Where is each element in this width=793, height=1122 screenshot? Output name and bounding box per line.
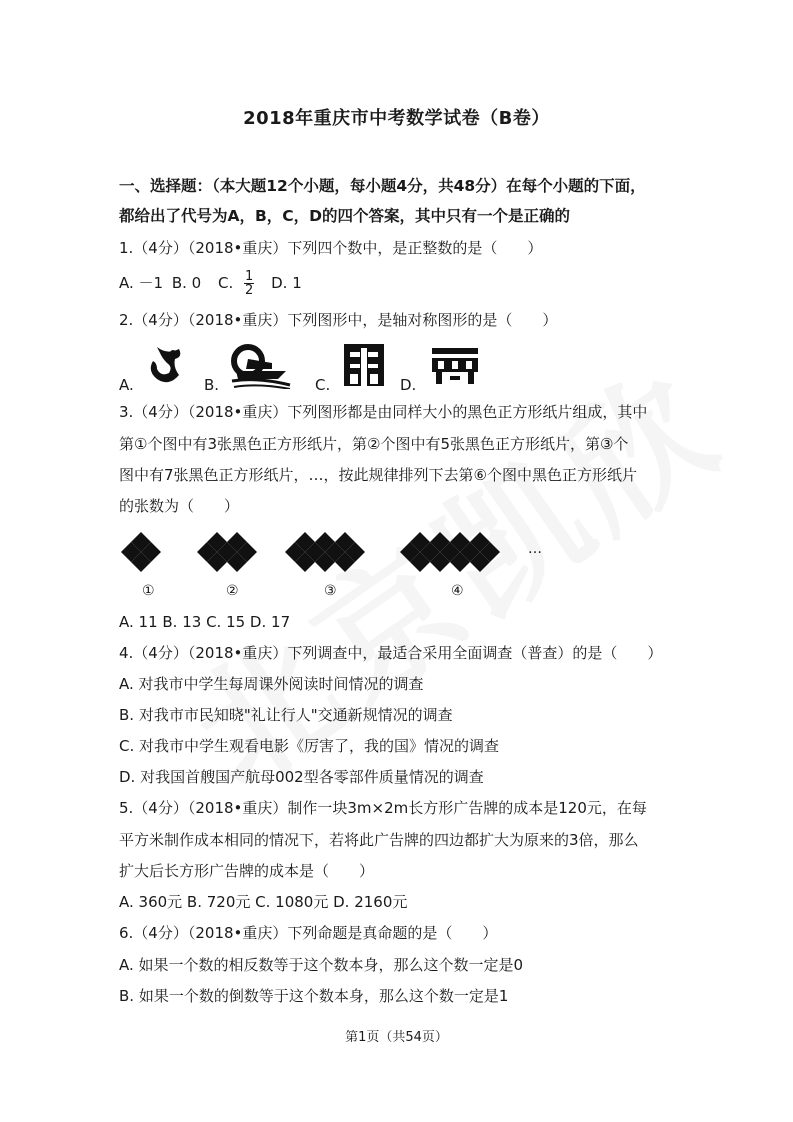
- fraction-numerator: 1: [245, 269, 254, 284]
- q4-option-b: B. 对我市市民知晓"礼让行人"交通新规情况的调查: [119, 706, 453, 724]
- q1-stem: 1.（4分）（2018•重庆）下列四个数中，是正整数的是（ ）: [119, 239, 543, 257]
- q3-fig-label-2: ②: [226, 583, 239, 599]
- q1-fraction: [244, 270, 254, 297]
- q2-label-a: A.: [119, 376, 134, 394]
- section-heading-line2: 都给出了代号为A，B，C，D的四个答案，其中只有一个是正确的: [119, 207, 571, 225]
- q3-fig-label-1: ①: [142, 583, 155, 599]
- q4-option-d: D. 对我国首艘国产航母002型各零部件质量情况的调查: [119, 768, 484, 786]
- q5-options: A. 360元 B. 720元 C. 1080元 D. 2160元: [119, 893, 408, 911]
- q4-stem: 4.（4分）（2018•重庆）下列调查中，最适合采用全面调查（普查）的是（ ）: [119, 644, 663, 662]
- q3-line2: 第①个图中有3张黑色正方形纸片，第②个图中有5张黑色正方形纸片，第③个: [119, 435, 629, 453]
- page-title: 2018年重庆市中考数学试卷（B卷）: [243, 108, 550, 129]
- q1-option-b: B. 0: [171, 274, 202, 292]
- q1-option-d: D. 1: [271, 274, 302, 292]
- fraction-denominator: 2: [245, 283, 254, 298]
- q2-label-b: B.: [204, 376, 220, 394]
- q3-line3: 图中有7张黑色正方形纸片，…，按此规律排列下去第⑥个图中黑色正方形纸片: [119, 466, 637, 484]
- q6-stem: 6.（4分）（2018•重庆）下列命题是真命题的是（ ）: [119, 924, 498, 942]
- q6-option-b: B. 如果一个数的倒数等于这个数本身，那么这个数一定是1: [119, 987, 509, 1005]
- q3-ellipsis: …: [528, 541, 542, 557]
- q3-options: A. 11 B. 13 C. 15 D. 17: [119, 613, 291, 631]
- section-heading-line1: 一、选择题：（本大题12个小题，每小题4分，共48分）在每个小题的下面，: [119, 177, 646, 195]
- q2-figure-c: [342, 342, 386, 388]
- q3-line1: 3.（4分）（2018•重庆）下列图形都是由同样大小的黑色正方形纸片组成，其中: [119, 403, 648, 421]
- q3-line4: 的张数为（ ）: [119, 497, 240, 515]
- q5-line1: 5.（4分）（2018•重庆）制作一块3m×2m长方形广告牌的成本是120元，在每: [119, 799, 647, 817]
- q3-figures: [115, 528, 545, 578]
- q5-line3: 扩大后长方形广告牌的成本是（ ）: [119, 862, 375, 880]
- q2-label-d: D.: [400, 376, 417, 394]
- q1-option-c: C.: [218, 274, 234, 292]
- q1-options: [119, 270, 302, 297]
- q4-option-a: A. 对我市中学生每周课外阅读时间情况的调查: [119, 675, 424, 693]
- q2-figure-a: [143, 341, 193, 389]
- q3-fig-label-4: ④: [451, 583, 464, 599]
- q4-option-c: C. 对我市中学生观看电影《厉害了，我的国》情况的调查: [119, 737, 500, 755]
- q3-fig-label-3: ③: [324, 583, 337, 599]
- q2-label-c: C.: [315, 376, 331, 394]
- q6-option-a: A. 如果一个数的相反数等于这个数本身，那么这个数一定是0: [119, 956, 524, 974]
- q5-line2: 平方米制作成本相同的情况下，若将此广告牌的四边都扩大为原来的3倍，那么: [119, 831, 639, 849]
- q1-option-a: A. －1: [119, 274, 164, 292]
- q2-figure-d: [430, 346, 480, 386]
- page-footer: 第1页（共54页）: [345, 1030, 448, 1045]
- q2-figure-b: [228, 341, 294, 389]
- q2-stem: 2.（4分）（2018•重庆）下列图形中，是轴对称图形的是（ ）: [119, 311, 558, 329]
